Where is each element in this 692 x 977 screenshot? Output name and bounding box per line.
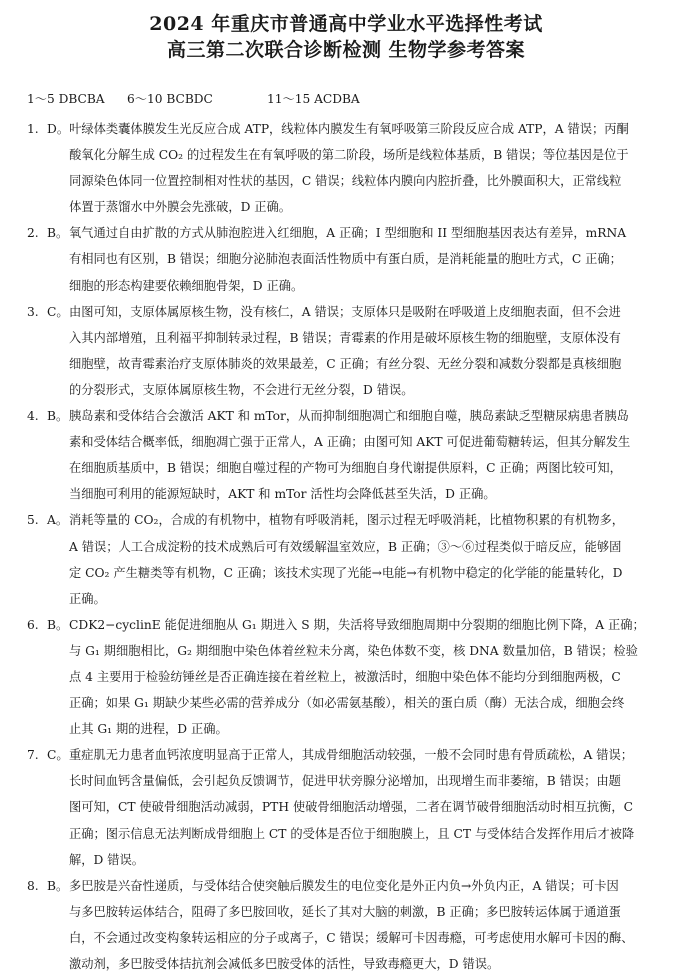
explanation-line: CDK2−cyclinE 能促进细胞从 G₁ 期进入 S 期，失活将导致细胞周期中分裂期的细胞比例下降，A 正确； [69, 617, 645, 632]
explanation-item [27, 873, 675, 977]
question-answer: D。 [47, 122, 70, 136]
explanation-line: 白，不会通过改变构象转运相应的分子或离子，C 错误；缓解可卡因毒瘾，可考虑使用水解可卡因的酶、 [69, 930, 634, 945]
explanation-line: 的分裂形式，支原体属原核生物，不会进行无丝分裂，D 错误。 [69, 382, 414, 397]
explanation-text [69, 220, 675, 298]
explanation-line: 当细胞可利用的能源短缺时，AKT 和 mTor 活性均会降低甚至失活，D 正确。 [69, 487, 496, 502]
question-answer: C。 [47, 304, 69, 319]
question-number: 7. [27, 748, 39, 763]
explanation-item [27, 299, 675, 403]
explanation-text [69, 116, 675, 220]
explanation-line: 正确；如果 G₁ 期缺少某些必需的营养成分（如必需氨基酸），相关的蛋白质（酶）无法合成，细胞会终 [69, 696, 625, 711]
explanation-line: 同源染色体同一位置控制相对性状的基因，C 错误；线粒体内膜向内腔折叠，比外膜面积大，正常线粒 [69, 174, 622, 189]
question-number: 3. [27, 304, 39, 319]
explanation-line: 叶绿体类囊体膜发生光反应合成 ATP，线粒体内膜发生有氧呼吸第三阶段反应合成 ATP，A 错误；丙酮 [69, 122, 629, 136]
exam-title: 2024 年重庆市普通高中学业水平选择性考试 [149, 13, 543, 35]
explanation-line: 重症肌无力患者血钙浓度明显高于正常人，其成骨细胞活动较强，一般不会同时患有骨质疏松，A 错误； [69, 748, 633, 763]
explanation-line: 消耗等量的 CO₂，合成的有机物中，植物有呼吸消耗，图示过程无呼吸消耗，比植物积累的有机物多， [69, 513, 624, 528]
question-number: 5. [27, 513, 39, 528]
explanation-text [69, 507, 675, 611]
explanation-line: 有相同也有区别，B 错误；细胞分泌肺泡表面活性物质中有蛋白质，是消耗能量的胞吐方式，C 正确； [69, 252, 622, 267]
explanation-line: 细胞的形态构建要依赖细胞骨架，D 正确。 [69, 278, 304, 293]
explanation-line: 胰岛素和受体结合会激活 AKT 和 mTor，从而抑制细胞凋亡和细胞自噬，胰岛素缺乏型糖尿病患者胰岛 [69, 409, 629, 424]
explanation-line: 素和受体结合概率低，细胞凋亡强于正常人，A 正确；由图可知 AKT 可促进葡萄糖转运，但其分解发生 [69, 435, 631, 450]
answer-key-group-2: 6～10 BCBDC [127, 92, 213, 106]
question-number: 2. [27, 226, 39, 241]
explanation-text [69, 742, 675, 872]
explanation-text [69, 403, 675, 507]
explanation-line: 细胞壁，故青霉素治疗支原体肺炎的效果最差，C 正确；有丝分裂、无丝分裂和减数分裂都是真核细胞 [69, 356, 622, 371]
explanation-line: 定 CO₂ 产生糖类等有机物，C 正确；该技术实现了光能→电能→有机物中稳定的化学能的能量转化，D [69, 565, 623, 580]
explanation-item [27, 220, 675, 298]
explanation-item [27, 612, 675, 742]
explanation-line: A 错误；人工合成淀粉的技术成熟后可有效缓解温室效应，B 正确；③～⑥过程类似于暗反应，能够固 [69, 539, 622, 554]
explanation-line: 长时间血钙含量偏低，会引起负反馈调节，促进甲状旁腺分泌增加，出现增生而非萎缩，B 错误；由题 [69, 774, 621, 789]
explanation-line: 多巴胺是兴奋性递质，与受体结合使突触后膜发生的电位变化是外正内负→外负内正，A 错误；可卡因 [69, 878, 619, 893]
explanation-line: 与 G₁ 期细胞相比，G₂ 期细胞中染色体着丝粒未分离，染色体数不变，核 DNA 数量加倍，B 错误；检验 [69, 643, 638, 658]
question-answer: B。 [47, 878, 69, 893]
explanation-line: 正确。 [69, 591, 106, 606]
question-answer: C。 [47, 748, 69, 763]
question-answer: B。 [47, 617, 69, 632]
explanation-line: 与多巴胺转运体结合，阻碍了多巴胺回收，延长了其对大脑的刺激，B 正确；多巴胺转运体属于通道蛋 [69, 904, 621, 919]
question-number: 4. [27, 409, 39, 424]
explanation-line: 体置于蒸馏水中外膜会先涨破，D 正确。 [69, 200, 292, 215]
question-answer: B。 [47, 409, 69, 424]
question-number: 1. [27, 122, 39, 136]
explanation-line: 氧气通过自由扩散的方式从肺泡腔进入红细胞，A 正确；I 型细胞和 II 型细胞基因表达有差异，mRNA [69, 226, 627, 241]
explanation-item [27, 116, 675, 220]
explanation-line: 由图可知，支原体属原核生物，没有核仁，A 错误；支原体只是吸附在呼吸道上皮细胞表面，但不会进 [69, 304, 621, 319]
explanation-text [69, 299, 675, 403]
explanation-line: 正确；图示信息无法判断成骨细胞上 CT 的受体是否位于细胞膜上，且 CT 与受体结合发挥作用后才被降 [69, 826, 635, 841]
explanation-line: 点 4 主要用于检验纺锤丝是否正确连接在着丝粒上，被激活时，细胞中染色体不能均分到细胞两极，C [69, 669, 621, 684]
explanation-text [69, 873, 675, 977]
explanation-line: 止其 G₁ 期的进程，D 正确。 [69, 722, 228, 737]
question-number: 6. [27, 617, 39, 632]
explanation-line: 酸氧化分解生成 CO₂ 的过程发生在有氧呼吸的第二阶段，场所是线粒体基质，B 错误；等位基因是位于 [69, 148, 629, 163]
explanation-line: 解，D 错误。 [69, 852, 144, 867]
question-number: 8. [27, 878, 39, 893]
explanation-line: 在细胞质基质中，B 错误；细胞自噬过程的产物可为细胞自身代谢提供原料，C 正确；两图比较可知， [69, 461, 622, 476]
explanation-line: 图可知，CT 使破骨细胞活动减弱，PTH 使破骨细胞活动增强，二者在调节破骨细胞活动时相互抗衡，C [69, 800, 634, 815]
answer-key-group-1: 1～5 DBCBA [27, 92, 105, 106]
explanation-item [27, 403, 675, 507]
answer-key-summary [27, 90, 360, 107]
explanation-line: 入其内部增殖，且利福平抑制转录过程，B 错误；青霉素的作用是破坏原核生物的细胞壁，支原体没有 [69, 330, 621, 345]
exam-subtitle: 高三第二次联合诊断检测 生物学参考答案 [166, 39, 526, 61]
answer-key-group-3: 11～15 ACDBA [267, 92, 360, 106]
explanation-list [27, 116, 675, 977]
question-answer: A。 [47, 513, 69, 528]
explanation-item [27, 507, 675, 611]
question-answer: B。 [47, 226, 69, 241]
explanation-line: 激动剂，多巴胺受体拮抗剂会减低多巴胺受体的活性，导致毒瘾更大，D 错误。 [69, 957, 500, 971]
explanation-text [69, 612, 675, 742]
explanation-item [27, 742, 675, 872]
